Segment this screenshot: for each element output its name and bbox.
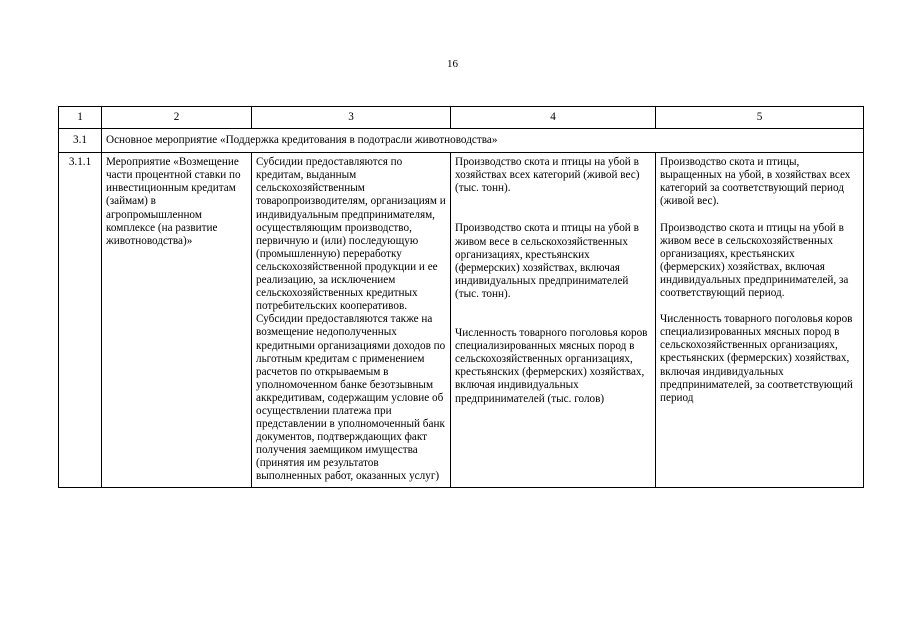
page-number: 16 [447, 58, 458, 70]
measure-cell [102, 153, 252, 487]
indicator-2: Производство скота и птицы на убой в живом весе в сельскохозяйственных организациях, крестьянских (фермерских) хозяйствах, включая индивидуальных предпринимателей (тыс. тонн). [455, 222, 639, 300]
header-row [59, 107, 864, 129]
calculation-2: Производство скота и птицы на убой в живом весе в сельскохозяйственных организациях, крестьянских (фермерских) хозяйствах, включая индивидуальных предпринимателей, за соответствующий период. [660, 221, 849, 300]
header-cell-5: 5 [656, 107, 864, 129]
indicator-3: Численность товарного поголовья коров специализированных мясных пород в сельскохозяйственных организациях, крестьянских (фермерских) хозяйствах, включая индивидуальных предпринимателей (тыс. голов) [455, 327, 648, 405]
section-title: Основное мероприятие «Поддержка кредитования в подотрасли животноводства» [102, 129, 864, 153]
header-cell-2: 2 [102, 107, 252, 129]
calculation-3: Численность товарного поголовья коров специализированных мясных пород в сельскохозяйственных организациях, крестьянских (фермерских) хозяйствах, включая индивидуальных предпринимателей, за соответствующий период [660, 313, 853, 404]
indicator-1: Производство скота и птицы на убой в хозяйствах всех категорий (живой вес) (тыс. тонн). [455, 156, 640, 195]
description-text-2: Субсидии предоставляются также на возмещение недополученных кредитными организациями доходов по льготным кредитам с применением расчетов по открываемым в уполномоченном банке безотзывным аккредитивам, содержащим условие об осуществлении платежа при представлении в уполномоченный банк документов, подтверждающих факт получения заемщиком имущества (принятия им результатов выполненных работ, оказанных услуг) [256, 313, 446, 483]
calculations-cell [656, 153, 864, 487]
description-text-1: Субсидии предоставляются по кредитам, выданным сельскохозяйственным товаропроизводителям, организациям и индивидуальным предпринимателям, осуществляющим производство, первичную и (или) последующую (промышленную) переработку сельскохозяйственной продукции и ее реализацию, за исключением сельскохозяйственных кредитных потребительских кооперативов. [256, 156, 446, 313]
program-table [58, 106, 864, 488]
row-number: 3.1.1 [59, 153, 102, 487]
header-cell-3: 3 [252, 107, 451, 129]
calculation-1: Производство скота и птицы, выращенных на убой, в хозяйствах всех категорий за соответствующий период (живой вес). [660, 156, 851, 208]
table-row [59, 153, 864, 487]
header-cell-4: 4 [451, 107, 656, 129]
section-number: 3.1 [59, 129, 102, 153]
section-row [59, 129, 864, 153]
description-cell [252, 153, 451, 487]
indicators-cell [451, 153, 656, 487]
measure-text: Мероприятие «Возмещение части процентной ставки по инвестиционным кредитам (займам) в агропромышленном комплексе (на развитие животноводства)» [106, 156, 241, 247]
header-cell-1: 1 [59, 107, 102, 129]
